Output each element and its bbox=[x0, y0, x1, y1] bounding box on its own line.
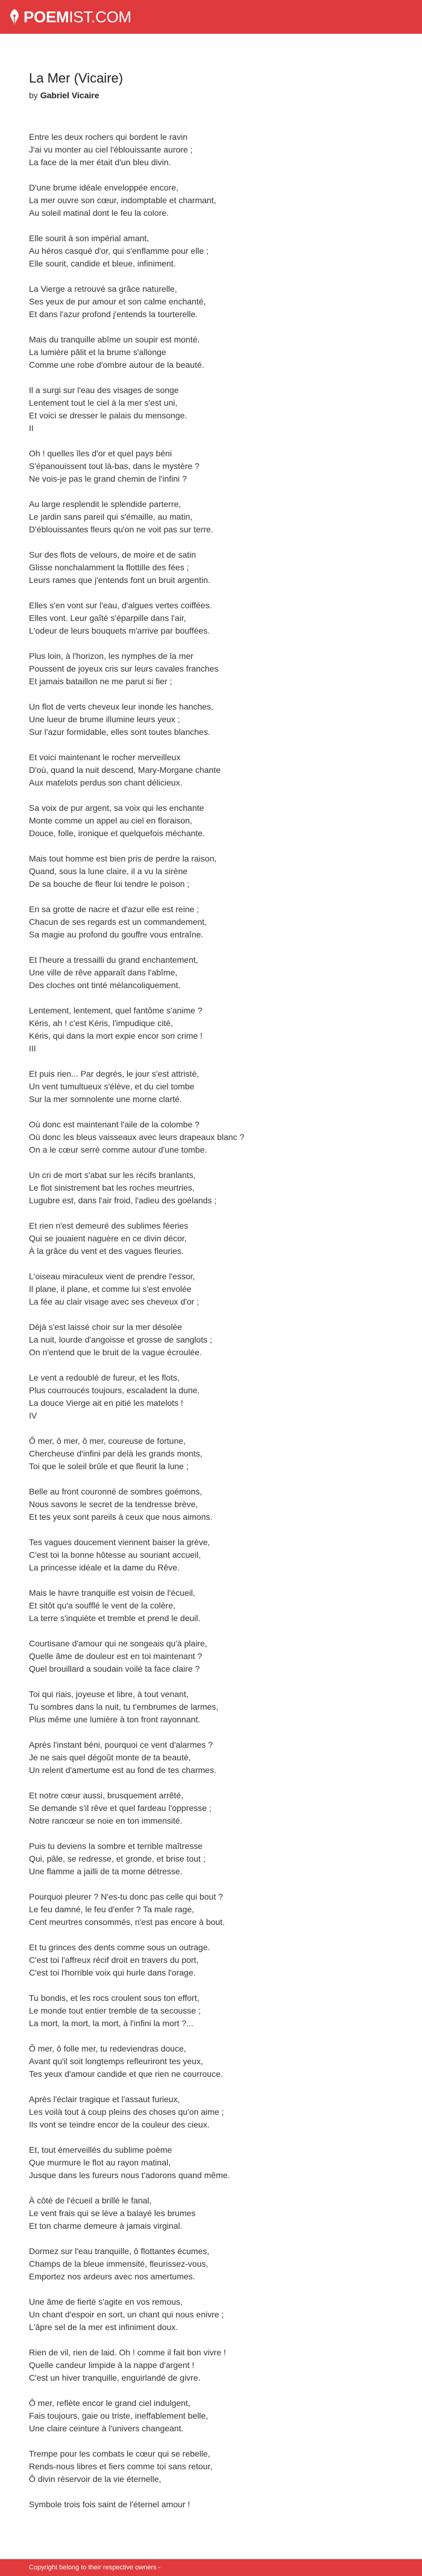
poem-line: Champs de la bleue immensité, fleurissez-vous, bbox=[29, 2259, 209, 2269]
section-number: II bbox=[29, 423, 34, 433]
poem-article bbox=[29, 70, 403, 2511]
poem-line: Les voilà tout à coup pleins des choses qu'on aime ; bbox=[29, 2107, 224, 2117]
poem-line: Dormez sur l'eau tranquille, ô flottantes écumes, bbox=[29, 2246, 210, 2256]
poem-line: Un chant d'espoir en sort, un chant qui nous enivre ; bbox=[29, 2310, 224, 2319]
stanza bbox=[29, 1992, 403, 2030]
poem-line: La nuit, lourde d'angoisse et grosse de sanglots ; bbox=[29, 1335, 212, 1344]
site-logo-text bbox=[24, 0, 131, 34]
stanza bbox=[29, 2397, 403, 2435]
poem-line: Et sitôt qu'a soufflé le vent de la colère, bbox=[29, 1601, 175, 1610]
stanza bbox=[29, 2042, 403, 2080]
poem-line: La Vierge a retrouvé sa grâce naturelle, bbox=[29, 284, 177, 294]
section-number: III bbox=[29, 1044, 36, 1053]
poem-line: Elle sourit, candide et bleue, infiniment. bbox=[29, 259, 176, 268]
poem-line: Ô mer, ô folle mer, tu redeviendras douce, bbox=[29, 2044, 186, 2053]
stanza bbox=[29, 650, 403, 688]
poem-line: Courtisane d'amour qui ne songeais qu'à plaire, bbox=[29, 1639, 207, 1648]
poem-line: Lentement, lentement, quel fantôme s'anime ? bbox=[29, 1006, 203, 1015]
poem-line: Déjà s'est laissé choir sur la mer désolée bbox=[29, 1322, 183, 1332]
stanza bbox=[29, 1688, 403, 1726]
poem-line: Plus loin, à l'horizon, les nymphes de la mer bbox=[29, 651, 194, 661]
poem-line: Quelle candeur limpide à la nappe d'argent ! bbox=[29, 2360, 195, 2370]
poem-line: Lugubre est, dans l'air froid, l'adieu des goélands ; bbox=[29, 1195, 217, 1205]
poem-line: Nous savons le secret de la tendresse brève, bbox=[29, 1499, 198, 1509]
poem-line: Elles vont. Leur gaîté s'éparpille dans l'air, bbox=[29, 613, 186, 623]
pen-nib-icon bbox=[8, 8, 20, 25]
copyright-text: Copyright belong to their respective owners - bbox=[29, 2564, 161, 2571]
poem-line: Tu bondis, et les rocs croulent sous ton effort, bbox=[29, 1993, 200, 2003]
poem-line: Sur des flots de velours, de moire et de satin bbox=[29, 550, 197, 559]
poem-line: Se demande s'il rêve et quel fardeau l'oppresse ; bbox=[29, 1803, 212, 1813]
poem-line: Tu sombres dans la nuit, tu t'embrumes de larmes, bbox=[29, 1702, 219, 1712]
poem-line: Fais toujours, gaie ou triste, ineffablement belle, bbox=[29, 2411, 209, 2420]
poem-line: La terre s'inquiète et tremble et prend le deuil. bbox=[29, 1613, 201, 1623]
poem-line: Un relent d'amertume est au fond de tes charmes. bbox=[29, 1765, 216, 1775]
poem-line: Tes vagues doucement viennent baiser la grève, bbox=[29, 1537, 210, 1547]
stanza bbox=[29, 549, 403, 587]
poem-line: Il a surgi sur l'eau des visages de songe bbox=[29, 385, 179, 395]
poem-body bbox=[29, 131, 403, 2511]
poem-line: Pourquoi pleurer ? N'es-tu donc pas celle qui bout ? bbox=[29, 1892, 223, 1901]
poem-line: Le jardin sans pareil qui s'émaille, au matin, bbox=[29, 512, 193, 521]
poem-line: L'âpre sel de la mer est infiniment doux. bbox=[29, 2322, 178, 2332]
poem-line: Chercheuse d'infini par delà les grands monts, bbox=[29, 1449, 203, 1458]
poem-line: Après l'instant béni, pourquoi ce vent d'alarmes ? bbox=[29, 1740, 213, 1749]
stanza bbox=[29, 954, 403, 992]
poem-line: Avant qu'il soit longtemps refleuriront tes yeux, bbox=[29, 2056, 203, 2066]
stanza bbox=[29, 1004, 403, 1055]
poem-line: Belle au front couronné de sombres goémons, bbox=[29, 1487, 203, 1496]
stanza bbox=[29, 384, 403, 435]
poem-line: Quand, sous la lune claire, il a vu la sirène bbox=[29, 866, 188, 876]
stanza bbox=[29, 2093, 403, 2131]
poem-line: Sur la mer somnolente une morne clarté. bbox=[29, 1094, 182, 1104]
poem-line: Plus courroucés toujours, escaladent la dune. bbox=[29, 1385, 200, 1395]
poem-line: Rien de vil, rien de laid. Oh ! comme il fait bon vivre ! bbox=[29, 2348, 226, 2357]
stanza bbox=[29, 498, 403, 536]
poem-line: Douce, folle, ironique et quelquefois méchante. bbox=[29, 828, 205, 838]
poem-line: Sa voix de pur argent, sa voix qui les enchante bbox=[29, 803, 204, 813]
poem-line: Au héros casqué d'or, qui s'enflamme pour elle ; bbox=[29, 246, 209, 256]
poem-line: D'où, quand la nuit descend, Mary-Morgane chante bbox=[29, 765, 221, 775]
poem-line: C'est un hiver tranquille, enguirlandé de givre. bbox=[29, 2373, 201, 2382]
byline-prefix: by bbox=[29, 90, 38, 100]
poem-line: Et tu grinces des dents comme sous un outrage. bbox=[29, 1942, 210, 1952]
poem-line: Sa magie au profond du gouffre vous entraîne. bbox=[29, 930, 204, 939]
poem-line: Cent meurtres consommés, n'est pas encore à bout. bbox=[29, 1917, 225, 1927]
stanza bbox=[29, 1169, 403, 1207]
poem-line: Qui se jouaient naguère en ce divin décor, bbox=[29, 1233, 187, 1243]
site-header bbox=[0, 0, 422, 34]
stanza bbox=[29, 1840, 403, 1878]
poem-line: Monte comme un appel au ciel en floraison, bbox=[29, 816, 192, 825]
poem-line: Je ne sais quel dégoût monte de ta beauté, bbox=[29, 1752, 191, 1762]
poem-line: La mer ouvre son cœur, indomptable et charmant, bbox=[29, 195, 216, 205]
stanza bbox=[29, 852, 403, 890]
stanza bbox=[29, 2144, 403, 2182]
poem-line: C'est toi l'affreux récif droit en travers du port, bbox=[29, 1955, 199, 1965]
poem-line: Ô divin réservoir de la vie éternelle, bbox=[29, 2474, 162, 2484]
poem-line: Et ton charme demeure à jamais virginal. bbox=[29, 2221, 183, 2231]
poem-line: Une lueur de brume illumine leurs yeux ; bbox=[29, 714, 180, 724]
poem-line: Et jamais bataillon ne me parut si fier ; bbox=[29, 676, 172, 686]
poem-line: Et voici se dresser le palais du mensonge. bbox=[29, 411, 187, 420]
poem-line: Il plane, il plane, et comme lui s'est envolée bbox=[29, 1284, 192, 1294]
poem-line: Et l'heure a tressailli du grand enchantement, bbox=[29, 955, 198, 965]
poem-line: Kéris, qui dans la mort expie encor son crime ! bbox=[29, 1031, 203, 1041]
poem-line: La face de la mer était d'un bleu divin. bbox=[29, 157, 171, 167]
poem-line: Kéris, ah ! c'est Kéris, l'impudique cité, bbox=[29, 1018, 173, 1028]
poem-line: La mort, la mort, la mort, à l'infini la mort ?... bbox=[29, 2018, 194, 2028]
site-logo-link[interactable] bbox=[8, 0, 131, 34]
poem-line: Quel brouillard a soudain voilé ta face claire ? bbox=[29, 1664, 200, 1674]
poem-line: Une claire ceinture à l'univers changeant. bbox=[29, 2423, 184, 2433]
logo-light-part: IST.COM bbox=[69, 8, 131, 26]
stanza bbox=[29, 599, 403, 637]
poem-line: Au large resplendit le splendide parterre, bbox=[29, 499, 181, 509]
stanza bbox=[29, 1435, 403, 1473]
poem-line: Ses yeux de pur amour et son calme enchanté, bbox=[29, 297, 206, 306]
poem-line: La fée au clair visage avec ses cheveux d'or ; bbox=[29, 1297, 200, 1306]
poem-line: Un cri de mort s'abat sur les récifs branlants, bbox=[29, 1170, 196, 1180]
poem-line: Leurs rames que j'entends font un bruit argentin. bbox=[29, 575, 210, 585]
poem-line: Un vent tumultueux s'élève, et du ciel tombe bbox=[29, 1082, 195, 1091]
poem-line: Jusque dans les fureurs nous t'adorons quand même. bbox=[29, 2170, 230, 2180]
stanza bbox=[29, 1118, 403, 1156]
stanza bbox=[29, 1587, 403, 1625]
poem-line: D'une brume idéale enveloppée encore, bbox=[29, 183, 178, 192]
poem-line: Un flot de verts cheveux leur inonde les hanches, bbox=[29, 702, 213, 711]
poem-line: Une âme de fierté s'agite en vos remous, bbox=[29, 2297, 183, 2307]
poem-line: Entre les deux rochers qui bordent le ravin bbox=[29, 132, 188, 142]
stanza bbox=[29, 1270, 403, 1308]
poem-line: Et dans l'azur profond j'entends la tourterelle. bbox=[29, 309, 198, 319]
poem-line: Elle sourit à son impérial amant, bbox=[29, 233, 150, 243]
stanza bbox=[29, 2296, 403, 2334]
stanza bbox=[29, 2194, 403, 2232]
stanza bbox=[29, 1321, 403, 1359]
poem-line: Sur l'azur formidable, elles sont toutes blanches. bbox=[29, 727, 210, 737]
poem-line: Plus même une lumière à ton front rayonnant. bbox=[29, 1715, 201, 1724]
section-number: IV bbox=[29, 1411, 37, 1420]
poem-line: Comme une robe d'ombre autour de la beauté. bbox=[29, 360, 204, 370]
poem-line: Lentement tout le ciel à la mer s'est uni, bbox=[29, 398, 178, 408]
poem-line: Ô mer, ô mer, ô mer, coureuse de fortune, bbox=[29, 1436, 186, 1446]
stanza bbox=[29, 283, 403, 321]
poem-line: Que murmure le flot au rayon matinal, bbox=[29, 2158, 171, 2167]
poem-line: Le feu damné, le feu d'enfer ? Ta male rage, bbox=[29, 1904, 195, 1914]
poem-line: C'est toi l'horrible voix qui hurle dans l'orage. bbox=[29, 1968, 196, 1977]
stanza bbox=[29, 1789, 403, 1827]
poem-line: Ils vont se teindre encor de la couleur des cieux. bbox=[29, 2120, 210, 2129]
stanza bbox=[29, 1739, 403, 1777]
poem-line: Toi qui riais, joyeuse et libre, à tout venant, bbox=[29, 1689, 189, 1699]
stanza bbox=[29, 447, 403, 485]
poem-line: D'éblouissantes fleurs qu'on ne voit pas sur terre. bbox=[29, 524, 213, 534]
poem-line: L'odeur de leurs bouquets m'arrive par bouffées. bbox=[29, 626, 210, 635]
poem-line: La lumière pâlit et la brume s'allonge bbox=[29, 347, 166, 357]
logo-bold-part: POEM bbox=[24, 8, 69, 26]
poem-line: Et, tout émerveillés du sublime poème bbox=[29, 2145, 172, 2155]
stanza bbox=[29, 1371, 403, 1422]
poem-line: J'ai vu monter au ciel l'éblouissante aurore ; bbox=[29, 145, 193, 154]
poem-line: Aux matelots perdus son chant délicieux. bbox=[29, 778, 183, 787]
poem-line: Une ville de rêve apparaît dans l'abîme, bbox=[29, 968, 178, 977]
stanza bbox=[29, 333, 403, 371]
poem-line: À côté de l'écueil a brillé le fanal, bbox=[29, 2196, 152, 2205]
poem-line: Et puis rien... Par degrés, le jour s'est attristé, bbox=[29, 1069, 200, 1079]
stanza bbox=[29, 1941, 403, 1979]
poem-line: Emportez nos ardeurs avec nos amertumes. bbox=[29, 2272, 195, 2281]
poem-line: Quelle âme de douleur est en toi maintenant ? bbox=[29, 1651, 203, 1661]
poem-line: Trempe pour les combats le cœur qui se rebelle, bbox=[29, 2449, 210, 2458]
poem-line: Oh ! quelles îles d'or et quel pays béni bbox=[29, 449, 172, 458]
poem-line: Et voici maintenant le rocher merveilleux bbox=[29, 752, 181, 762]
poem-line: Où donc les bleus vaisseaux avec leurs drapeaux blanc ? bbox=[29, 1132, 245, 1142]
stanza bbox=[29, 2346, 403, 2384]
poem-line: On a le cœur serré comme autour d'une tombe. bbox=[29, 1145, 207, 1154]
poem-line: Une flamme a jailli de ta morne détresse. bbox=[29, 1866, 183, 1876]
poem-line: Le flot sinistrement bat les roches meurtries, bbox=[29, 1183, 195, 1192]
author-link[interactable]: Gabriel Vicaire bbox=[40, 90, 99, 100]
poem-title: La Mer (Vicaire) bbox=[29, 71, 124, 86]
stanza bbox=[29, 1220, 403, 1258]
poem-line: Mais le havre tranquille est voisin de l'écueil, bbox=[29, 1588, 195, 1598]
poem-line: Poussent de joyeux cris sur leurs cavales franches bbox=[29, 664, 219, 673]
stanza bbox=[29, 701, 403, 738]
site-footer bbox=[0, 2559, 422, 2576]
poem-line: La princesse idéale et la dame du Rêve. bbox=[29, 1563, 180, 1572]
poem-line: Où donc est maintenant l'aile de la colombe ? bbox=[29, 1120, 200, 1129]
poem-line: On n'entend que le bruit de la vague écroulée. bbox=[29, 1347, 202, 1357]
poem-line: À la grâce du vent et des vagues fleuries. bbox=[29, 1246, 184, 1256]
poem-line: Et rien n'est demeuré des sublimes féeries bbox=[29, 1221, 189, 1230]
stanza bbox=[29, 1536, 403, 1574]
poem-line: Elles s'en vont sur l'eau, d'algues vertes coiffées. bbox=[29, 600, 212, 610]
poem-line: Mais tout homme est bien pris de perdre la raison, bbox=[29, 854, 217, 863]
poem-line: La douce Vierge ait en pitié les matelots ! bbox=[29, 1398, 183, 1408]
poem-line: En sa grotte de nacre et d'azur elle est reine ; bbox=[29, 904, 200, 914]
stanza bbox=[29, 1068, 403, 1106]
byline bbox=[29, 89, 403, 101]
stanza bbox=[29, 751, 403, 789]
poem-line: Et tes yeux sont pareils à ceux que nous aimons. bbox=[29, 1512, 213, 1522]
poem-line: L'oiseau miraculeux vient de prendre l'essor, bbox=[29, 1271, 195, 1281]
stanza bbox=[29, 2245, 403, 2283]
poem-line: Puis tu deviens la sombre et terrible maîtresse bbox=[29, 1841, 203, 1851]
stanza bbox=[29, 232, 403, 270]
poem-line: S'épanouissent tout là-bas, dans le mystère ? bbox=[29, 461, 200, 471]
poem-line: Le vent a redoublé de fureur, et les flots, bbox=[29, 1373, 180, 1382]
stanza bbox=[29, 2498, 403, 2511]
poem-line: Le monde tout entier tremble de ta secousse ; bbox=[29, 2006, 201, 2015]
poem-line: Le vent frais qui se lève a balayé les brumes bbox=[29, 2208, 196, 2218]
poem-line: Et notre cœur aussi, brusquement arrêté, bbox=[29, 1790, 183, 1800]
poem-line: Notre rancœur se noie en ton immensité. bbox=[29, 1816, 183, 1825]
poem-line: Ô mer, reflète encor le grand ciel indulgent, bbox=[29, 2398, 191, 2408]
poem-line: Rends-nous libres et fiers comme toi sans retour, bbox=[29, 2461, 213, 2471]
stanza bbox=[29, 181, 403, 219]
stanza bbox=[29, 903, 403, 941]
poem-line: Tes yeux d'amour candide et que rien ne courrouce. bbox=[29, 2069, 223, 2079]
poem-line: Symbole trois fois saint de l'éternel amour ! bbox=[29, 2499, 191, 2509]
stanza bbox=[29, 1485, 403, 1523]
stanza bbox=[29, 1637, 403, 1675]
poem-line: Qui, pâle, se redresse, et gronde, et brise tout ; bbox=[29, 1854, 206, 1863]
poem-line: C'est toi la bonne hôtesse au souriant accueil, bbox=[29, 1550, 201, 1560]
stanza bbox=[29, 1891, 403, 1929]
poem-line: Chacun de ses regards est un commandement, bbox=[29, 917, 207, 927]
poem-line: Mais du tranquille abîme un soupir est monté. bbox=[29, 335, 200, 344]
poem-line: Au soleil matinal dont le feu la colore. bbox=[29, 208, 169, 218]
poem-line: Ne vois-je pas le grand chemin de l'infini ? bbox=[29, 474, 187, 483]
poem-line: Glisse nonchalamment la flottille des fées ; bbox=[29, 562, 189, 572]
poem-line: Après l'éclair tragique et l'assaut furieux, bbox=[29, 2094, 180, 2104]
poem-line: De sa bouche de fleur lui tendre le poison ; bbox=[29, 879, 190, 889]
poem-line: Toi que le soleil brûle et que fleurit la lune ; bbox=[29, 1461, 189, 1471]
stanza bbox=[29, 2448, 403, 2486]
stanza bbox=[29, 131, 403, 169]
poem-line: Des cloches ont tinté mélancoliquement. bbox=[29, 980, 181, 990]
stanza bbox=[29, 802, 403, 840]
